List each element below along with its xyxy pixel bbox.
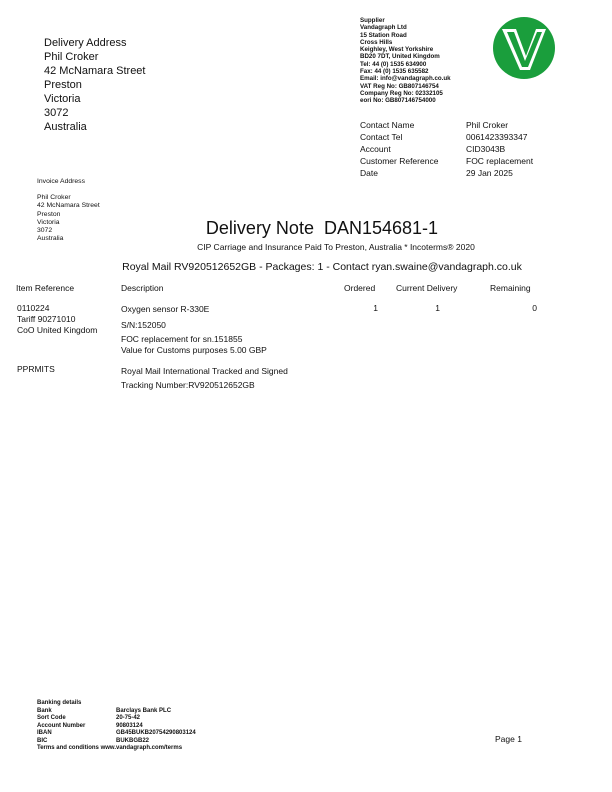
banking-value: BUKBGB22 — [116, 737, 150, 744]
banking-row — [37, 708, 196, 716]
supplier-line: Tel: 44 (0) 1535 634900 — [360, 60, 427, 68]
reference-line: CoO United Kingdom — [17, 325, 98, 335]
supplier-heading: Supplier — [360, 17, 385, 24]
supplier-line: Vandagraph Ltd — [360, 24, 407, 32]
banking-details — [37, 700, 196, 753]
banking-label: BIC — [37, 737, 48, 744]
contact-label: Account — [360, 144, 391, 154]
page-number: Page 1 — [495, 734, 522, 744]
description-line: S/N:152050 — [121, 319, 166, 330]
invoice-address-line: 42 McNamara Street — [37, 202, 100, 210]
banking-row — [37, 738, 196, 746]
banking-value: 20-75-42 — [116, 715, 141, 721]
banking-value: Barclays Bank PLC — [116, 707, 172, 714]
delivery-address — [44, 36, 145, 134]
invoice-address-line: Phil Croker — [37, 194, 71, 202]
supplier-line: Fax: 44 (0) 1535 635582 — [360, 68, 429, 76]
remaining-value: 0 — [532, 303, 537, 313]
document-number: DAN154681-1 — [323, 218, 439, 238]
banking-value: GB45BUKB20754290803124 — [116, 730, 196, 736]
contact-value: FOC replacement — [466, 156, 534, 166]
banking-row — [37, 715, 196, 723]
reference-line: 0110224 — [17, 303, 50, 313]
header-current-delivery: Current Delivery — [396, 283, 458, 293]
banking-label: IBAN — [37, 730, 52, 736]
document-title-text — [174, 218, 438, 238]
terms-link[interactable]: Terms and conditions www.vandagraph.com/terms — [37, 745, 183, 751]
banking-label: Account Number — [37, 722, 86, 729]
contact-row — [360, 119, 533, 131]
table-row-reference — [17, 303, 97, 336]
title-label: Delivery Note — [205, 218, 314, 238]
current-delivery-value: 1 — [435, 303, 440, 313]
delivery-address-line: 3072 — [44, 107, 69, 119]
table-row-reference — [17, 364, 55, 375]
delivery-address-line: Phil Croker — [44, 51, 99, 63]
banking-row — [37, 730, 196, 738]
supplier-info — [360, 17, 490, 105]
contact-value: 29 Jan 2025 — [466, 168, 513, 178]
delivery-address-line: Australia — [44, 121, 87, 133]
banking-heading: Banking details — [37, 700, 82, 706]
header-item-reference: Item Reference — [16, 283, 75, 293]
supplier-line: 15 Station Road — [360, 31, 407, 39]
description-line: Oxygen sensor R-330E — [121, 304, 210, 314]
contact-row — [360, 167, 533, 179]
supplier-line: Company Reg No: 02332105 — [360, 89, 443, 97]
contact-row — [360, 131, 533, 143]
contact-row — [360, 143, 533, 155]
banking-label: Sort Code — [37, 715, 66, 721]
invoice-address-line: Australia — [37, 235, 64, 243]
banking-row — [37, 723, 196, 731]
shipping-line: Royal Mail RV920512652GB - Packages: 1 - Contact ryan.swaine@vandagraph.co.uk — [122, 261, 522, 273]
supplier-line: Keighley, West Yorkshire — [360, 46, 434, 54]
delivery-address-heading: Delivery Address — [44, 37, 127, 49]
description-line: FOC replacement for sn.151855 — [121, 334, 243, 344]
supplier-line: VAT Reg No: GB807146754 — [360, 82, 439, 90]
reference-line: PPRMITS — [17, 364, 55, 374]
contact-label: Customer Reference — [360, 156, 439, 166]
delivery-address-line: 42 McNamara Street — [44, 65, 146, 77]
header-remaining: Remaining — [490, 283, 531, 293]
contact-label: Contact Name — [360, 120, 415, 130]
header-ordered: Ordered — [344, 283, 376, 293]
v-logo-icon — [492, 16, 556, 80]
supplier-line: eori No: GB807146754000 — [360, 97, 436, 105]
supplier-line: Email: info@vandagraph.co.uk — [360, 75, 451, 83]
header-description: Description — [121, 283, 164, 293]
description-line: Tracking Number:RV920512652GB — [121, 380, 255, 390]
contact-row — [360, 155, 533, 167]
contact-value: Phil Croker — [466, 120, 509, 130]
spacer — [37, 186, 100, 194]
invoice-address-line: 3072 — [37, 227, 53, 235]
table-row-description — [121, 364, 288, 392]
invoice-address-line: Victoria — [37, 218, 60, 226]
table-row-description — [121, 303, 267, 356]
description-line: Value for Customs purposes 5.00 GBP — [121, 345, 267, 355]
incoterms-line: CIP Carriage and Insurance Paid To Preston, Australia * Incoterms® 2020 — [197, 242, 475, 252]
contact-label: Date — [360, 168, 378, 178]
vandagraph-logo — [492, 16, 556, 80]
contact-label: Contact Tel — [360, 132, 403, 142]
delivery-address-line: Preston — [44, 79, 82, 91]
supplier-line: Cross Hills — [360, 38, 393, 46]
delivery-address-line: Victoria — [44, 93, 81, 105]
contact-value: CID3043B — [466, 144, 506, 154]
ordered-value: 1 — [373, 303, 378, 313]
banking-value: 90803124 — [116, 722, 143, 729]
banking-label: Bank — [37, 707, 52, 714]
supplier-line: BD20 7DT, United Kingdom — [360, 53, 440, 61]
invoice-address-heading: Invoice Address — [37, 178, 85, 185]
invoice-address-line: Preston — [37, 210, 61, 218]
contact-value: 0061423393347 — [466, 132, 528, 142]
document-title — [0, 217, 612, 239]
description-line: Royal Mail International Tracked and Signed — [121, 366, 288, 376]
reference-line: Tariff 90271010 — [17, 314, 76, 324]
contact-table — [360, 119, 533, 179]
